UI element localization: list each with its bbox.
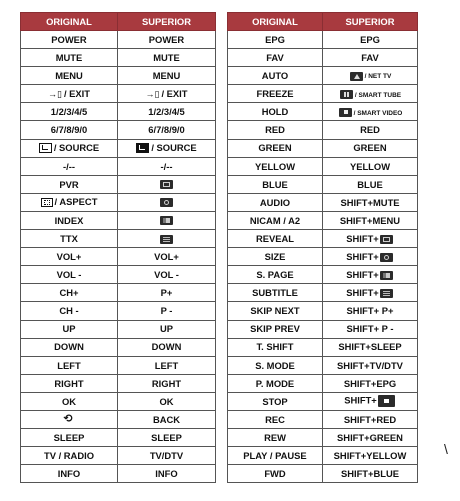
- table-header-row: [21, 13, 216, 31]
- table-row: [228, 139, 418, 157]
- cell-superior: DOWN: [118, 338, 216, 356]
- cell-original: TTX: [21, 230, 118, 248]
- cell-original: SKIP PREV: [228, 320, 323, 338]
- remote-key-mapping: [20, 12, 460, 492]
- table-row: [228, 392, 418, 410]
- cell-superior: [118, 230, 216, 248]
- cell-original: / SOURCE: [21, 139, 118, 157]
- table-row: [228, 465, 418, 483]
- cell-original: SLEEP: [21, 429, 118, 447]
- cell-superior: P+: [118, 284, 216, 302]
- header-superior: SUPERIOR: [118, 13, 216, 31]
- cell-original: BLUE: [228, 175, 323, 193]
- teletext-key-icon: [380, 289, 393, 298]
- cell-superior: MENU: [118, 67, 216, 85]
- table-row: [228, 374, 418, 392]
- net-tv-key-icon: [350, 72, 363, 81]
- table-row: [21, 248, 216, 266]
- table-row: [21, 284, 216, 302]
- exit-icon: →▯: [48, 88, 62, 99]
- table-row: [21, 447, 216, 465]
- cell-original: CH -: [21, 302, 118, 320]
- table-row: [21, 266, 216, 284]
- cell-superior: SHIFT+ P+: [323, 302, 418, 320]
- exit-icon: →▯: [145, 88, 160, 99]
- cell-superior: P -: [118, 302, 216, 320]
- right-mapping-table: [227, 12, 418, 483]
- cell-superior: →▯ / EXIT: [118, 85, 216, 103]
- cell-original: REVEAL: [228, 230, 323, 248]
- cell-original: 1/2/3/4/5: [21, 103, 118, 121]
- cell-original: →▯ / EXIT: [21, 85, 118, 103]
- table-row: [228, 410, 418, 428]
- cell-original: [21, 410, 118, 428]
- cell-original: FREEZE: [228, 85, 323, 103]
- cell-superior: RED: [323, 121, 418, 139]
- table-row: [21, 374, 216, 392]
- cell-superior: 1/2/3/4/5: [118, 103, 216, 121]
- cell-superior: SHIFT+MENU: [323, 211, 418, 229]
- cell-superior: SHIFT+YELLOW: [323, 447, 418, 465]
- return-icon: ⟲: [63, 413, 73, 426]
- cell-superior: SHIFT+: [323, 392, 418, 410]
- cell-original: PVR: [21, 175, 118, 193]
- cell-superior: SHIFT+EPG: [323, 374, 418, 392]
- table-row: [228, 266, 418, 284]
- table-row: [228, 356, 418, 374]
- header-original: ORIGINAL: [228, 13, 323, 31]
- cell-original: AUTO: [228, 67, 323, 85]
- cell-original: INFO: [21, 465, 118, 483]
- cell-original: -/--: [21, 157, 118, 175]
- cell-superior: SHIFT+SLEEP: [323, 338, 418, 356]
- cell-superior: [118, 211, 216, 229]
- table-row: [228, 302, 418, 320]
- cell-superior: RIGHT: [118, 374, 216, 392]
- table-row: [228, 49, 418, 67]
- source-icon: [136, 143, 149, 153]
- index-key-icon: [160, 216, 173, 225]
- aspect-key-icon: [160, 198, 173, 207]
- table-row: [228, 121, 418, 139]
- table-row: [21, 31, 216, 49]
- table-row: [21, 465, 216, 483]
- cell-original: OK: [21, 392, 118, 410]
- cell-original: / ASPECT: [21, 193, 118, 211]
- cell-superior: SLEEP: [118, 429, 216, 447]
- pvr-key-icon: [380, 235, 393, 244]
- source-icon: [39, 143, 52, 153]
- cell-original: REW: [228, 429, 323, 447]
- table-row: [21, 121, 216, 139]
- table-row: [21, 157, 216, 175]
- table-row: [228, 157, 418, 175]
- cell-superior: VOL -: [118, 266, 216, 284]
- table-row: [228, 338, 418, 356]
- header-original: ORIGINAL: [21, 13, 118, 31]
- cell-superior: VOL+: [118, 248, 216, 266]
- cell-original: FWD: [228, 465, 323, 483]
- cell-superior: SHIFT+GREEN: [323, 429, 418, 447]
- table-row: [228, 248, 418, 266]
- table-row: [228, 429, 418, 447]
- table-row: [21, 338, 216, 356]
- stray-mark: \: [444, 441, 448, 457]
- cell-original: RED: [228, 121, 323, 139]
- cell-superior: UP: [118, 320, 216, 338]
- table-row: [228, 103, 418, 121]
- cell-original: EPG: [228, 31, 323, 49]
- table-row: [228, 211, 418, 229]
- cell-superior: SHIFT+: [323, 266, 418, 284]
- cell-original: YELLOW: [228, 157, 323, 175]
- cell-original: P. MODE: [228, 374, 323, 392]
- cell-original: STOP: [228, 392, 323, 410]
- index-key-icon: [380, 271, 393, 280]
- table-row: [21, 49, 216, 67]
- table-row: [228, 85, 418, 103]
- cell-superior: OK: [118, 392, 216, 410]
- cell-superior: / SOURCE: [118, 139, 216, 157]
- cell-superior: BACK: [118, 410, 216, 428]
- aspect-icon: [41, 198, 53, 207]
- table-header-row: [228, 13, 418, 31]
- cell-original: MUTE: [21, 49, 118, 67]
- table-row: [228, 230, 418, 248]
- table-row: [228, 320, 418, 338]
- cell-superior: / SMART VIDEO: [323, 103, 418, 121]
- cell-superior: SHIFT+: [323, 284, 418, 302]
- table-row: [21, 429, 216, 447]
- cell-original: AUDIO: [228, 193, 323, 211]
- pvr-key-icon: [160, 180, 173, 189]
- table-row: [21, 139, 216, 157]
- table-row: [21, 193, 216, 211]
- cell-superior: MUTE: [118, 49, 216, 67]
- cell-superior: INFO: [118, 465, 216, 483]
- table-row: [21, 302, 216, 320]
- smart-video-key-icon: [339, 108, 352, 117]
- cell-superior: POWER: [118, 31, 216, 49]
- cell-superior: / SMART TUBE: [323, 85, 418, 103]
- smart-tube-key-icon: [340, 90, 353, 99]
- table-row: [21, 211, 216, 229]
- cell-original: VOL -: [21, 266, 118, 284]
- cell-superior: [118, 175, 216, 193]
- cell-original: CH+: [21, 284, 118, 302]
- teletext-key-icon: [160, 235, 173, 244]
- cell-original: NICAM / A2: [228, 211, 323, 229]
- table-row: [21, 230, 216, 248]
- table-row: [21, 392, 216, 410]
- cell-original: SKIP NEXT: [228, 302, 323, 320]
- table-row: [21, 103, 216, 121]
- cell-superior: SHIFT+TV/DTV: [323, 356, 418, 374]
- left-mapping-table: [20, 12, 216, 483]
- cell-original: S. MODE: [228, 356, 323, 374]
- cell-original: RIGHT: [21, 374, 118, 392]
- cell-superior: 6/7/8/9/0: [118, 121, 216, 139]
- stop-key-icon: [378, 395, 395, 407]
- cell-original: UP: [21, 320, 118, 338]
- table-row: [21, 67, 216, 85]
- cell-superior: SHIFT+: [323, 230, 418, 248]
- cell-original: LEFT: [21, 356, 118, 374]
- cell-original: REC: [228, 410, 323, 428]
- cell-original: S. PAGE: [228, 266, 323, 284]
- header-superior: SUPERIOR: [323, 13, 418, 31]
- aspect-key-icon: [380, 253, 393, 262]
- cell-superior: SHIFT+BLUE: [323, 465, 418, 483]
- cell-original: FAV: [228, 49, 323, 67]
- cell-superior: TV/DTV: [118, 447, 216, 465]
- table-row: [228, 447, 418, 465]
- cell-superior: SHIFT+: [323, 248, 418, 266]
- cell-original: MENU: [21, 67, 118, 85]
- cell-original: VOL+: [21, 248, 118, 266]
- cell-superior: EPG: [323, 31, 418, 49]
- cell-superior: [118, 193, 216, 211]
- cell-original: SIZE: [228, 248, 323, 266]
- cell-original: GREEN: [228, 139, 323, 157]
- table-row: [228, 284, 418, 302]
- cell-original: SUBTITLE: [228, 284, 323, 302]
- cell-superior: GREEN: [323, 139, 418, 157]
- cell-superior: LEFT: [118, 356, 216, 374]
- table-row: [21, 320, 216, 338]
- cell-superior: FAV: [323, 49, 418, 67]
- table-row: [21, 175, 216, 193]
- cell-superior: SHIFT+MUTE: [323, 193, 418, 211]
- table-row: [21, 85, 216, 103]
- cell-superior: SHIFT+RED: [323, 410, 418, 428]
- table-row: [228, 67, 418, 85]
- table-row: [228, 193, 418, 211]
- cell-original: INDEX: [21, 211, 118, 229]
- cell-original: POWER: [21, 31, 118, 49]
- cell-superior: YELLOW: [323, 157, 418, 175]
- cell-original: TV / RADIO: [21, 447, 118, 465]
- cell-original: DOWN: [21, 338, 118, 356]
- table-row: [228, 31, 418, 49]
- table-row: [21, 410, 216, 428]
- cell-superior: SHIFT+ P -: [323, 320, 418, 338]
- cell-original: HOLD: [228, 103, 323, 121]
- cell-original: PLAY / PAUSE: [228, 447, 323, 465]
- cell-original: T. SHIFT: [228, 338, 323, 356]
- cell-superior: / NET TV: [323, 67, 418, 85]
- cell-superior: -/--: [118, 157, 216, 175]
- table-row: [228, 175, 418, 193]
- cell-superior: BLUE: [323, 175, 418, 193]
- cell-original: 6/7/8/9/0: [21, 121, 118, 139]
- table-row: [21, 356, 216, 374]
